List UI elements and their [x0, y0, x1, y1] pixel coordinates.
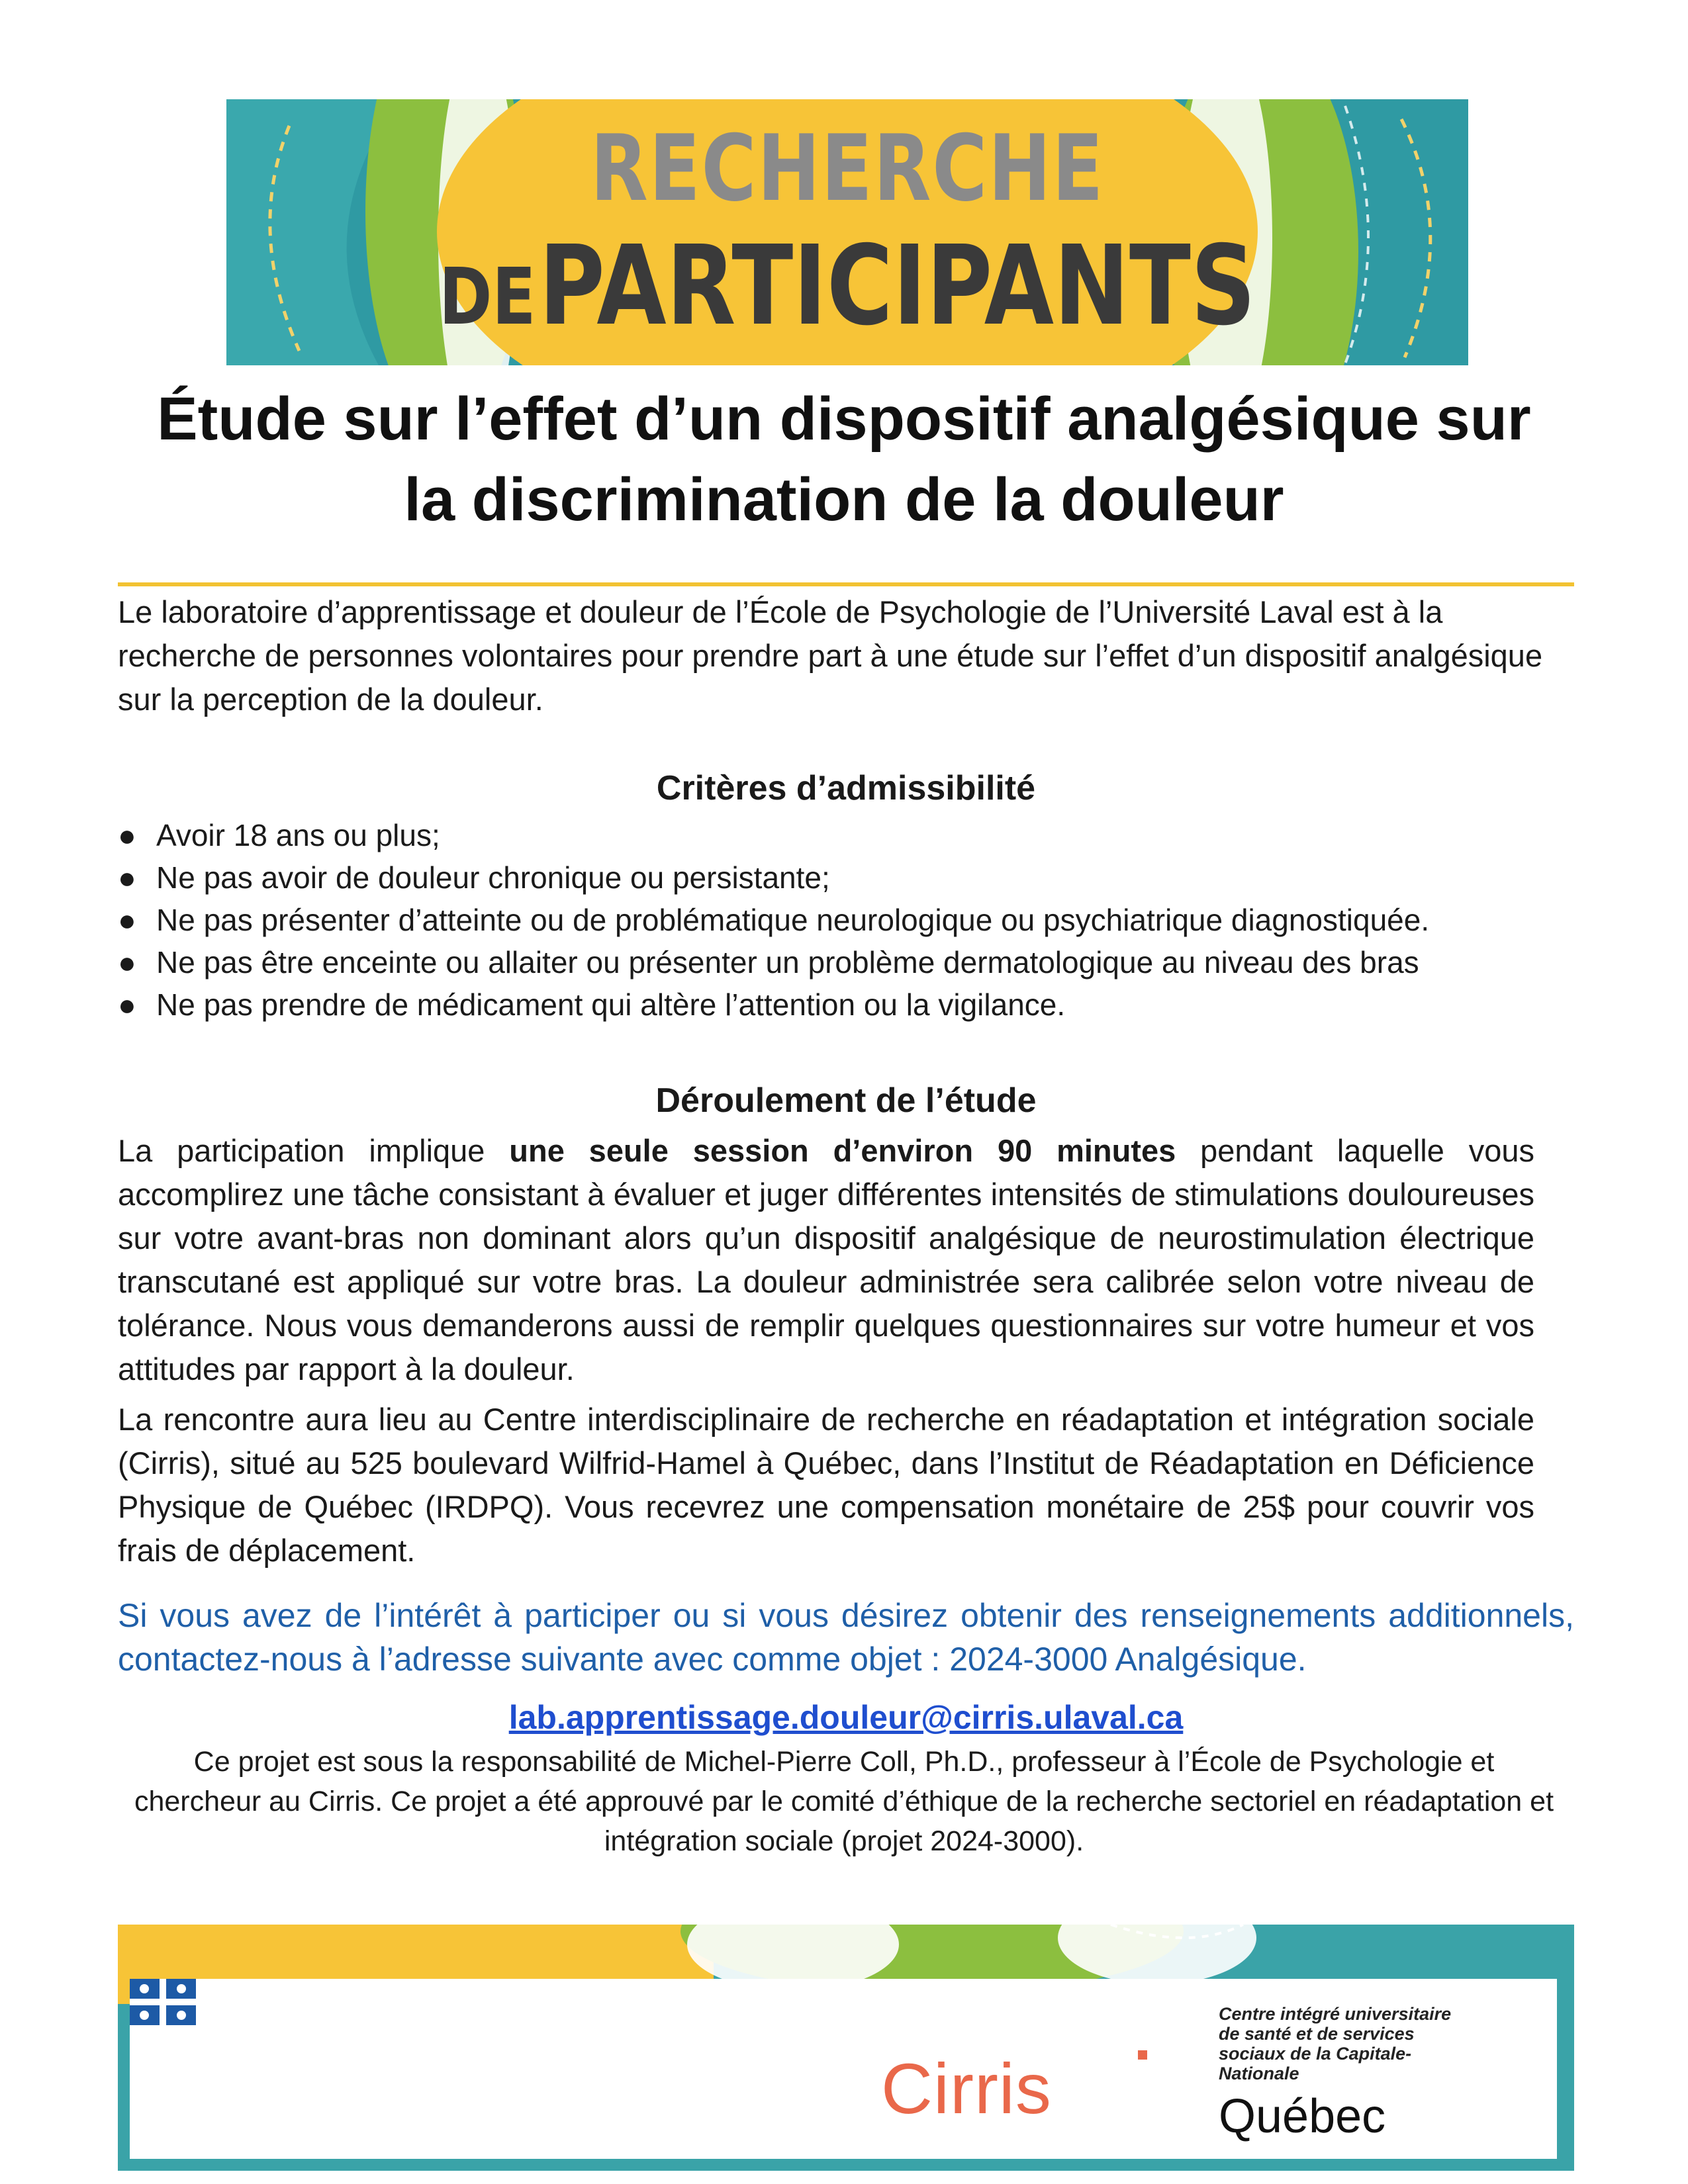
banner-title-participants — [338, 222, 1356, 350]
email-link[interactable]: lab.apprentissage.douleur@cirris.ulaval.ca — [508, 1699, 1184, 1736]
page-title-line-1: Étude sur l’effet d’un dispositif analgésique sur — [157, 385, 1531, 453]
email-line — [118, 1694, 1574, 1741]
criteria-item-text: Avoir 18 ans ou plus; — [156, 818, 440, 852]
footer-logo-panel — [130, 1979, 1557, 2159]
criteria-item — [118, 941, 1601, 983]
page-title-line-2: la discrimination de la douleur — [404, 466, 1284, 533]
procedure-text-start: La participation implique — [118, 1133, 510, 1168]
header-banner — [226, 99, 1468, 365]
quebec-wordmark: Québec — [1219, 2090, 1386, 2143]
procedure-text-end: pendant laquelle vous accomplirez une tâche consistant à évaluer et juger différentes intensités de stimulations douloureuses sur votre avant-bras non dominant alors qu’un dispositif analgésique de neurostimulation électrique transcutané est appliqué sur votre bras. La douleur administrée sera calibrée selon votre niveau de tolérance. Nous vous demanderons aussi de remplir quelques questionnaires sur votre humeur et vos attitudes par rapport à la douleur. — [118, 1133, 1535, 1387]
banner-title-main: PARTICIPANTS — [539, 222, 1256, 350]
criteria-item-text: Ne pas avoir de douleur chronique ou persistante; — [156, 860, 830, 895]
banner-title-recherche: RECHERCHE — [590, 115, 1105, 222]
page-title — [106, 379, 1582, 540]
intro-paragraph: Le laboratoire d’apprentissage et douleur de l’École de Psychologie de l’Université Laval est à la recherche de personnes volontaires pour prendre part à une étude sur l’effet d’un dispositif analgésique sur la perception de la douleur. — [118, 594, 1543, 717]
procedure-heading: Déroulement de l’étude — [655, 1081, 1037, 1120]
cirris-logo: Cirris — [881, 2048, 1052, 2128]
procedure-paragraph-2: La rencontre aura lieu au Centre interdisciplinaire de recherche en réadaptation et intégration sociale (Cirris), situé au 525 boulevard Wilfrid-Hamel à Québec, dans l’Institut de Réadaptation en Déficience Physique de Québec (IRDPQ). Vous recevrez une compensation monétaire de 25$ pour couvrir vos frais de déplacement. — [118, 1402, 1534, 1568]
criteria-item — [118, 856, 1601, 899]
criteria-item — [118, 899, 1601, 941]
footer-banner — [118, 1925, 1574, 2171]
ciusss-name: Centre intégré universitaire de santé et de services sociaux de la Capitale-Nationale — [1219, 2004, 1452, 2083]
criteria-item-text: Ne pas présenter d’atteinte ou de problématique neurologique ou psychiatrique diagnostiquée. — [156, 903, 1430, 937]
procedure-session-highlight: une seule session d’environ 90 minutes — [509, 1133, 1176, 1168]
quebec-flag-icon — [130, 1979, 196, 2025]
contact-paragraph: Si vous avez de l’intérêt à participer ou si vous désirez obtenir des renseignements additionnels, contactez-nous à l’adresse suivante avec comme objet : 2024-3000 Analgésique. — [118, 1597, 1574, 1678]
criteria-item-text: Ne pas être enceinte ou allaiter ou présenter un problème dermatologique au niveau des bras — [156, 945, 1419, 979]
cirris-logo-dot-icon — [1138, 2050, 1147, 2060]
ethics-note: Ce projet est sous la responsabilité de Michel-Pierre Coll, Ph.D., professeur à l’École de Psychologie et chercheur au Cirris. Ce projet a été approuvé par le comité d’éthique de la recherche sectoriel en réadaptation et intégration sociale (projet 2024-3000). — [134, 1746, 1554, 1857]
criteria-heading: Critères d’admissibilité — [656, 769, 1036, 807]
criteria-list — [118, 814, 1601, 1026]
criteria-item-text: Ne pas prendre de médicament qui altère l’attention ou la vigilance. — [156, 987, 1066, 1022]
bullet-icon: ● — [118, 903, 136, 937]
bullet-icon: ● — [118, 818, 136, 852]
banner-title-de: DE — [439, 251, 536, 342]
procedure-paragraph-1 — [118, 1129, 1534, 1391]
bullet-icon: ● — [118, 945, 136, 979]
criteria-item — [118, 814, 1601, 856]
title-divider — [118, 582, 1574, 586]
criteria-item — [118, 983, 1601, 1026]
bullet-icon: ● — [118, 987, 136, 1022]
bullet-icon: ● — [118, 860, 136, 895]
